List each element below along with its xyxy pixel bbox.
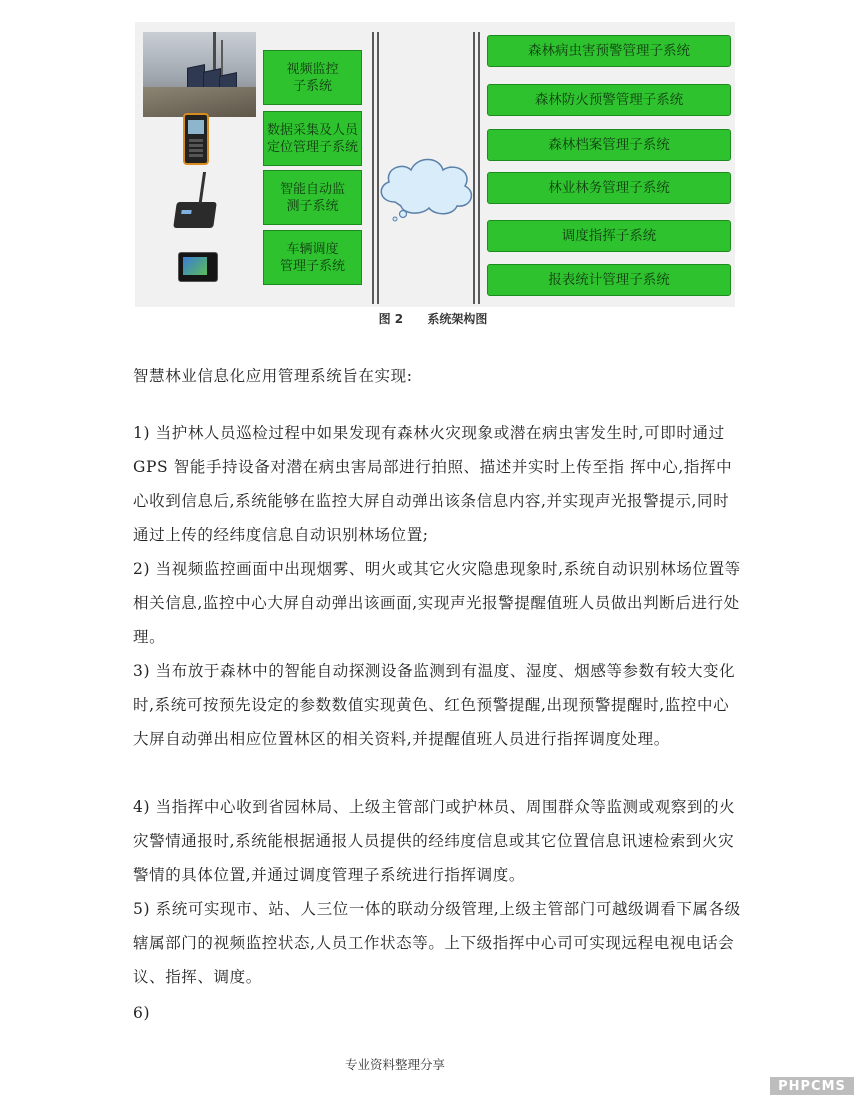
- list-item: 3) 当布放于森林中的智能自动探测设备监测到有温度、湿度、烟感等参数有较大变化时,系统可按预先设定的参数数值实现黄色、红色预警提醒,出现预警提醒时,监控中心大屏自动弹出相应位置林区的相关资料,并提醒值班人员进行指挥调度处理。: [133, 662, 736, 748]
- figure-title: 系统架构图: [427, 312, 488, 326]
- list-item: 1) 当护林人员巡检过程中如果发现有森林火灾现象或潜在病虫害发生时,可即时通过 GPS 智能手持设备对潜在病虫害局部进行拍照、描述并实时上传至指 挥中心,指挥中心收到信息后,系统能够在监控大屏自动弹出该条信息内容,并实现声光报警提示,同时通过上传的经纬度信息自动识别林场位置;: [133, 424, 733, 544]
- left-subsystem-box: 视频监控 子系统: [263, 50, 362, 105]
- right-subsystem-box: 调度指挥子系统: [487, 220, 731, 252]
- cloud-icon: [373, 152, 479, 222]
- tower-photo: [143, 32, 256, 117]
- left-subsystem-box: 车辆调度 管理子系统: [263, 230, 362, 285]
- list-item: 4) 当指挥中心收到省园林局、上级主管部门或护林员、周围群众等监测或观察到的火灾警情通报时,系统能根据通报人员提供的经纬度信息或其它位置信息讯速检索到火灾警情的具体位置,并通过调度管理子系统进行指挥调度。: [133, 798, 736, 884]
- list-item: 6): [133, 1004, 151, 1022]
- figure-number: 图 2: [378, 312, 404, 326]
- intro-paragraph: 智慧林业信息化应用管理系统旨在实现:: [133, 367, 413, 385]
- monitoring-device-icon: [173, 202, 217, 228]
- left-subsystem-box: 智能自动监 测子系统: [263, 170, 362, 225]
- list-item: 5) 系统可实现市、站、人三位一体的联动分级管理,上级主管部门可越级调看下属各级辖属部门的视频监控状态,人员工作状态等。上下级指挥中心司可实现远程电视电话会议、指挥、调度。: [133, 900, 741, 986]
- right-subsystem-box: 报表统计管理子系统: [487, 264, 731, 296]
- page-footer: 专业资料整理分享: [344, 1057, 445, 1072]
- right-subsystem-box: 森林防火预警管理子系统: [487, 84, 731, 116]
- vehicle-terminal-icon: [178, 252, 218, 282]
- figure-caption: [0, 310, 866, 327]
- system-architecture-diagram: [135, 22, 735, 307]
- right-subsystem-box: 森林档案管理子系统: [487, 129, 731, 161]
- watermark: PHPCMS: [770, 1077, 854, 1095]
- right-subsystem-box: 森林病虫害预警管理子系统: [487, 35, 731, 67]
- list-item: 2) 当视频监控画面中出现烟雾、明火或其它火灾隐患现象时,系统自动识别林场位置等相关信息,监控中心大屏自动弹出该画面,实现声光报警提醒值班人员做出判断后进行处理。: [133, 560, 741, 646]
- right-subsystem-box: 林业林务管理子系统: [487, 172, 731, 204]
- left-subsystem-box: 数据采集及人员 定位管理子系统: [263, 111, 362, 166]
- handheld-gps-device-icon: [183, 113, 209, 165]
